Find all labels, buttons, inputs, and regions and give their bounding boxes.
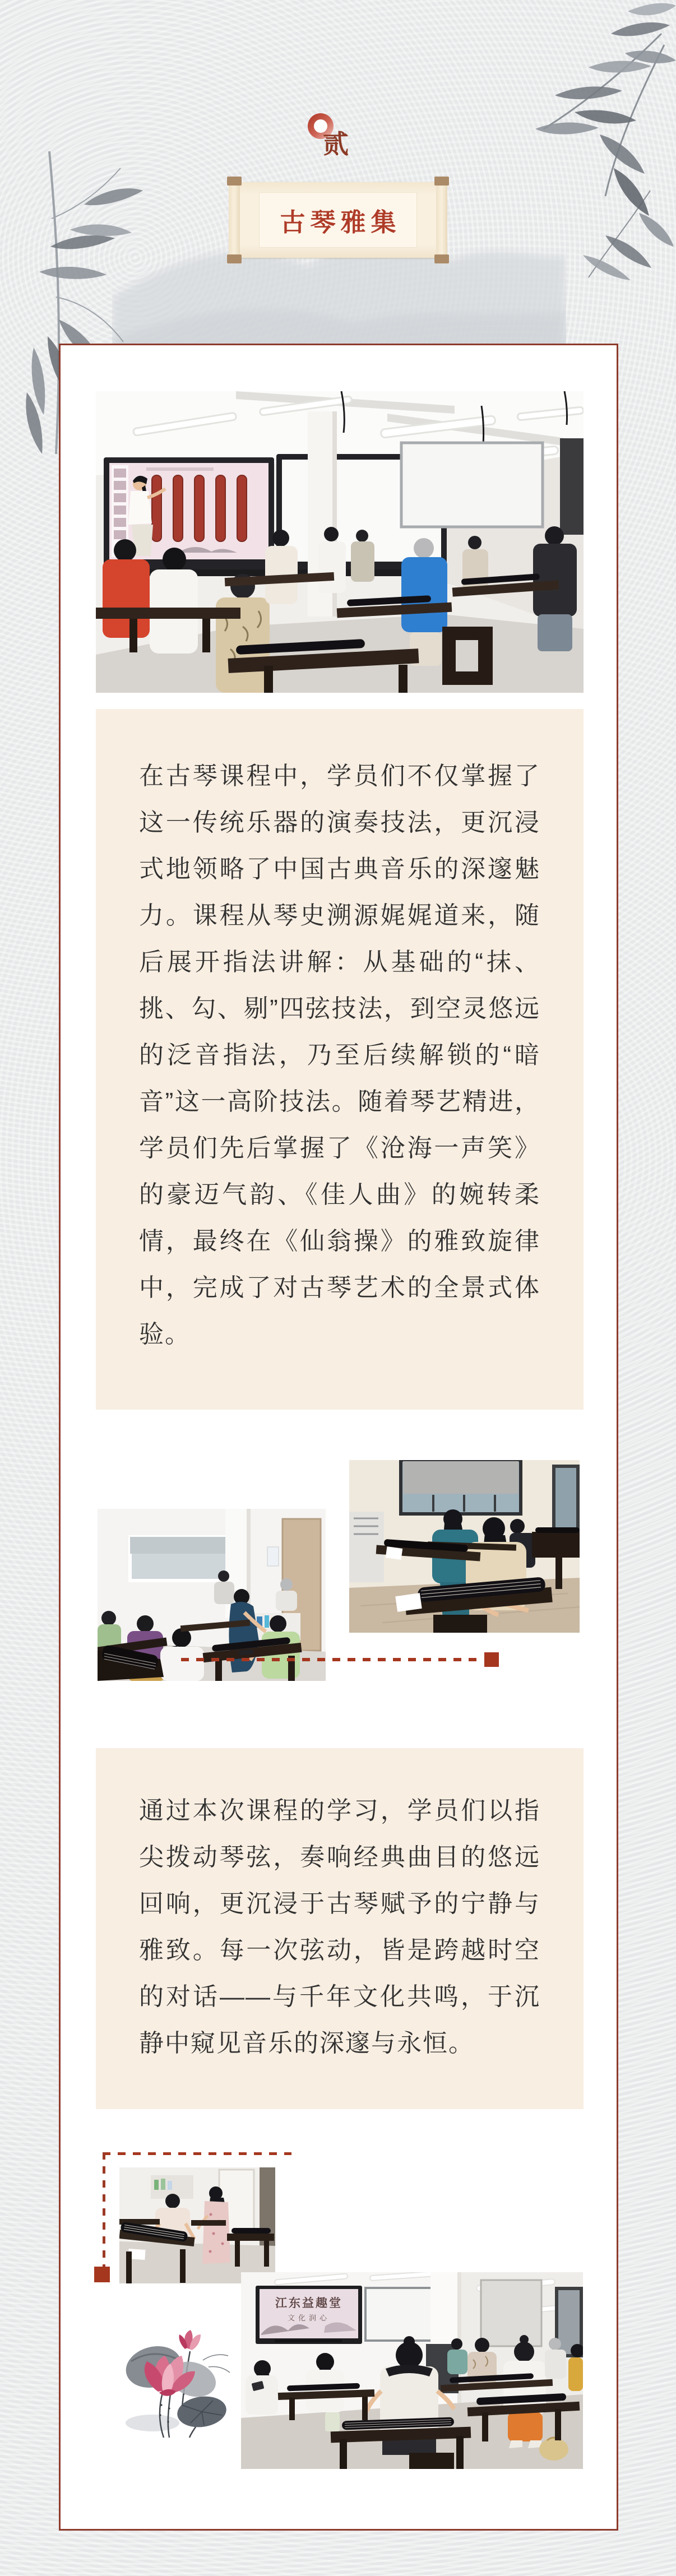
- scroll-corner-cap: [434, 254, 449, 263]
- scroll-corner-cap: [227, 177, 242, 186]
- scroll-right-rod: [436, 178, 447, 262]
- scroll-corner-cap: [227, 254, 242, 263]
- connector-end-square: [484, 1652, 499, 1667]
- photo-duo-practice[interactable]: [119, 2167, 275, 2283]
- banner-scroll: [229, 177, 447, 263]
- dashed-frame-top: [103, 2152, 291, 2155]
- screen-title-line2: 文化润心: [287, 2314, 331, 2322]
- presentation-screen: [256, 2286, 362, 2344]
- scroll-corner-cap: [434, 177, 449, 186]
- screen-title-line1: 江东益趣堂: [275, 2297, 342, 2310]
- photo-classroom-lecture[interactable]: [96, 391, 584, 693]
- article-paragraph-1: 在古琴课程中，学员们不仅掌握了这一传统乐器的演奏技法，更沉浸式地领略了中国古典音乐的深邃魅力。课程从琴史溯源娓娓道来，随后展开指法讲解：从基础的“抹、挑、勾、剔”四弦技法，到空灵悠远的泛音指法，乃至后续解锁的“暗音”这一高阶技法。随着琴艺精进，学员们先后掌握了《沧海一声笑》的豪迈气韵、《佳人曲》的婉转柔情，最终在《仙翁操》的雅致旋律中，完成了对古琴艺术的全景式体验。: [139, 762, 540, 1348]
- photo-practice-right[interactable]: [349, 1460, 580, 1633]
- lotus-bud: [179, 2330, 201, 2350]
- photo-practice-left[interactable]: [98, 1509, 326, 1681]
- scroll-left-rod: [229, 178, 240, 262]
- banner-title: 古琴雅集: [280, 208, 401, 237]
- projector-screen: [481, 2280, 541, 2346]
- window: [401, 1460, 521, 1514]
- paragraph-block-1: [96, 709, 584, 1410]
- bamboo-right-decoration: [521, 0, 676, 280]
- content-card: [59, 344, 618, 2531]
- paragraph-block-2: [96, 1748, 584, 2109]
- scroll-panel: [259, 192, 417, 248]
- lotus-ink-painting: [119, 2327, 234, 2439]
- whiteboard: [401, 443, 543, 527]
- article-paragraph-2: 通过本次课程的学习，学员们以指尖拨动琴弦，奏响经典曲目的悠远回响，更沉浸于古琴赋予的宁静与雅致。每一次弦动，皆是跨越时空的对话——与千年文化共鸣，于沉静中窥见音乐的深邃与永恒。: [139, 1797, 540, 2057]
- dashed-frame-left: [103, 2152, 105, 2268]
- photo-classroom-back[interactable]: [241, 2272, 583, 2469]
- dashed-frame-square: [94, 2267, 110, 2282]
- dashed-connector: [181, 1658, 484, 1661]
- section-number: 贰: [323, 129, 349, 159]
- whiteboard: [365, 2288, 432, 2341]
